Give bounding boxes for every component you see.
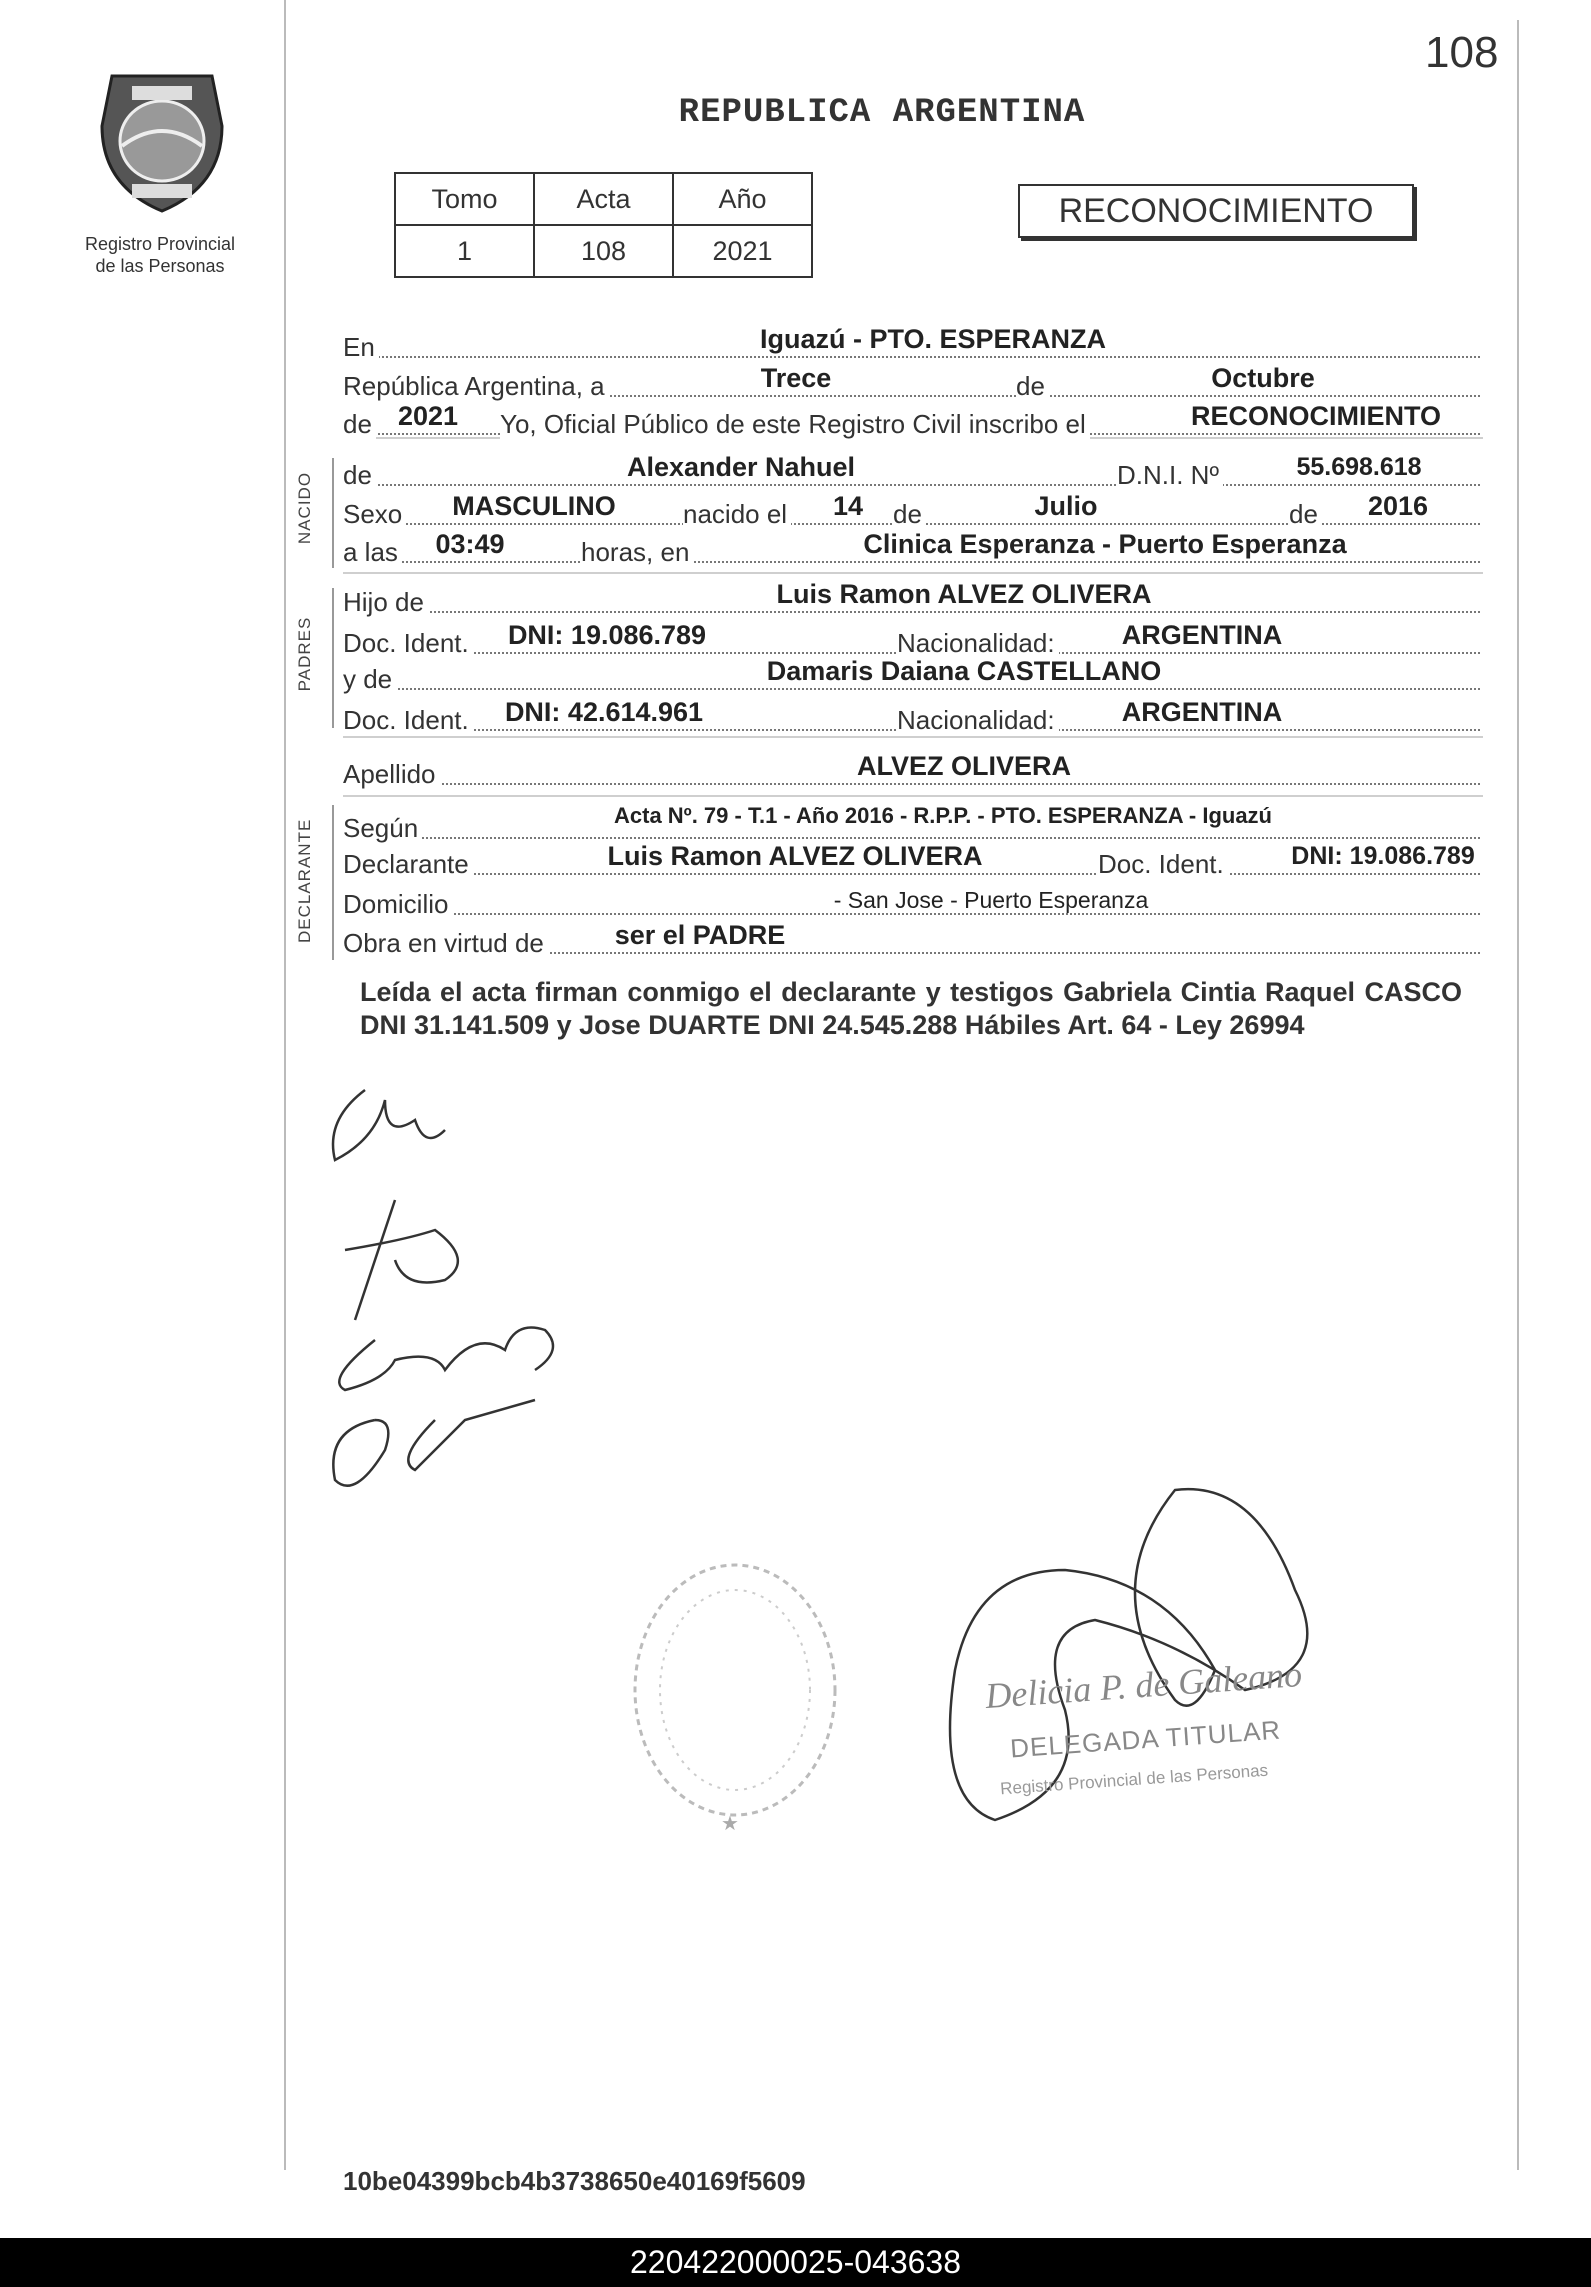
official-org: Registro Provincial de las Personas bbox=[999, 1760, 1269, 1799]
place-value: Iguazú - PTO. ESPERANZA bbox=[759, 324, 1107, 354]
row-date bbox=[343, 363, 1480, 401]
apellido-label: Apellido bbox=[343, 759, 440, 789]
official-name: Delicia P. de Galeano bbox=[983, 1653, 1304, 1717]
witness-signatures bbox=[315, 1080, 595, 1520]
nacido-label: nacido el bbox=[683, 499, 791, 529]
dni-value: 55.698.618 bbox=[1296, 453, 1422, 481]
row-hora bbox=[343, 529, 1480, 567]
record-type-box: RECONOCIMIENTO bbox=[1018, 184, 1414, 238]
left-margin-line bbox=[284, 0, 286, 2170]
header-ano: Año bbox=[673, 173, 812, 225]
registry-seal-stamp bbox=[620, 1560, 860, 1860]
obra-label: Obra en virtud de bbox=[343, 928, 548, 958]
father-name-value: Luis Ramon ALVEZ OLIVERA bbox=[776, 579, 1152, 609]
row-declarante bbox=[343, 841, 1480, 879]
declarante-label: Declarante bbox=[343, 849, 473, 879]
father-doc-value: DNI: 19.086.789 bbox=[507, 620, 707, 650]
header-acta: Acta bbox=[534, 173, 673, 225]
birth-year-value: 2016 bbox=[1367, 491, 1429, 521]
province-seal-logo bbox=[92, 66, 232, 216]
document-hash: 10be04399bcb4b3738650e40169f5609 bbox=[343, 2166, 806, 2196]
father-nationality-value: ARGENTINA bbox=[1121, 620, 1283, 650]
right-margin-line bbox=[1517, 20, 1519, 2170]
birth-place-value: Clinica Esperanza - Puerto Esperanza bbox=[863, 529, 1347, 559]
separator bbox=[343, 736, 1483, 738]
segun-label: Según bbox=[343, 813, 422, 843]
domicilio-value: - San Jose - Puerto Esperanza bbox=[833, 887, 1149, 913]
section-label-declarante: DECLARANTE bbox=[295, 818, 314, 943]
logo-caption-line2: de las Personas bbox=[95, 256, 225, 276]
footer-id-bar: 220422000025-043638 bbox=[0, 2238, 1591, 2287]
official-title: DELEGADA TITULAR bbox=[1009, 1714, 1282, 1764]
logo-caption-line1: Registro Provincial bbox=[84, 234, 236, 254]
row-padre bbox=[343, 579, 1480, 617]
row-segun bbox=[343, 805, 1480, 843]
de-label-3: de bbox=[343, 460, 376, 490]
hijo-label: Hijo de bbox=[343, 587, 428, 617]
svg-text:★: ★ bbox=[721, 1813, 739, 1835]
section-label-nacido: NACIDO bbox=[295, 471, 314, 545]
inscribo-value: RECONOCIMIENTO bbox=[1190, 401, 1442, 431]
row-apellido bbox=[343, 751, 1480, 789]
row-madre bbox=[343, 656, 1480, 694]
month-value: Octubre bbox=[1211, 363, 1315, 393]
republica-label: República Argentina, a bbox=[343, 371, 609, 401]
row-domicilio bbox=[343, 881, 1480, 919]
record-table bbox=[394, 172, 813, 278]
de-label-5: de bbox=[1289, 499, 1322, 529]
declarante-doc-value: DNI: 19.086.789 bbox=[1291, 842, 1475, 870]
birth-month-value: Julio bbox=[1034, 491, 1098, 521]
doc-label-2: Doc. Ident. bbox=[343, 705, 473, 735]
doc-label: Doc. Ident. bbox=[343, 628, 473, 658]
birth-day-value: 14 bbox=[832, 491, 864, 521]
logo-caption bbox=[60, 233, 260, 277]
closing-text: Leída el acta firman conmigo el declarante y testigos Gabriela Cintia Raquel CASCO DNI 31.141.509 y Jose DUARTE DNI 24.545.288 Hábiles Art. 64 - Ley 26994 bbox=[360, 977, 1462, 1040]
nacido-bracket bbox=[332, 458, 334, 568]
apellido-value: ALVEZ OLIVERA bbox=[856, 751, 1072, 781]
de-label-4: de bbox=[893, 499, 926, 529]
sexo-label: Sexo bbox=[343, 499, 406, 529]
segun-value: Acta Nº. 79 - T.1 - Año 2016 - R.P.P. - PTO. ESPERANZA - Iguazú bbox=[613, 803, 1273, 828]
en-label: En bbox=[343, 332, 379, 362]
row-madre-doc bbox=[343, 697, 1480, 735]
separator bbox=[343, 572, 1483, 574]
birth-time-value: 03:49 bbox=[435, 529, 505, 559]
nacionalidad-label: Nacionalidad: bbox=[897, 628, 1059, 658]
de-label-2: de bbox=[343, 409, 376, 439]
header-tomo: Tomo bbox=[395, 173, 534, 225]
row-sexo bbox=[343, 491, 1480, 529]
de-label: de bbox=[1016, 371, 1049, 401]
nacionalidad-label-2: Nacionalidad: bbox=[897, 705, 1059, 735]
year-value: 2021 bbox=[397, 401, 459, 431]
row-en bbox=[343, 324, 1480, 362]
mother-name-value: Damaris Daiana CASTELLANO bbox=[766, 656, 1162, 686]
separator bbox=[343, 795, 1483, 797]
mother-nationality-value: ARGENTINA bbox=[1121, 697, 1283, 727]
row-inscribo bbox=[343, 401, 1480, 439]
value-ano: 2021 bbox=[673, 225, 812, 277]
value-acta: 108 bbox=[534, 225, 673, 277]
padres-bracket bbox=[332, 588, 334, 728]
obra-value: ser el PADRE bbox=[614, 920, 786, 950]
declarante-value: Luis Ramon ALVEZ OLIVERA bbox=[607, 841, 983, 871]
horas-label: horas, en bbox=[581, 537, 693, 567]
sexo-value: MASCULINO bbox=[452, 491, 616, 521]
yde-label: y de bbox=[343, 664, 396, 694]
value-tomo: 1 bbox=[395, 225, 534, 277]
page-number: 108 bbox=[1425, 28, 1499, 77]
child-name-value: Alexander Nahuel bbox=[626, 452, 856, 482]
row-obra bbox=[343, 920, 1480, 958]
domicilio-label: Domicilio bbox=[343, 889, 452, 919]
day-value: Trece bbox=[760, 363, 832, 393]
declarante-doc-label: Doc. Ident. bbox=[1098, 849, 1228, 879]
document-title: REPUBLICA ARGENTINA bbox=[678, 94, 1086, 132]
alas-label: a las bbox=[343, 537, 402, 567]
dni-label: D.N.I. Nº bbox=[1117, 460, 1223, 490]
row-padre-doc bbox=[343, 620, 1480, 658]
section-label-padres: PADRES bbox=[295, 616, 314, 692]
mother-doc-value: DNI: 42.614.961 bbox=[504, 697, 704, 727]
row-name bbox=[343, 452, 1480, 490]
inscribo-label: Yo, Oficial Público de este Registro Civil inscribo el bbox=[500, 409, 1090, 439]
declarante-bracket bbox=[332, 805, 334, 960]
